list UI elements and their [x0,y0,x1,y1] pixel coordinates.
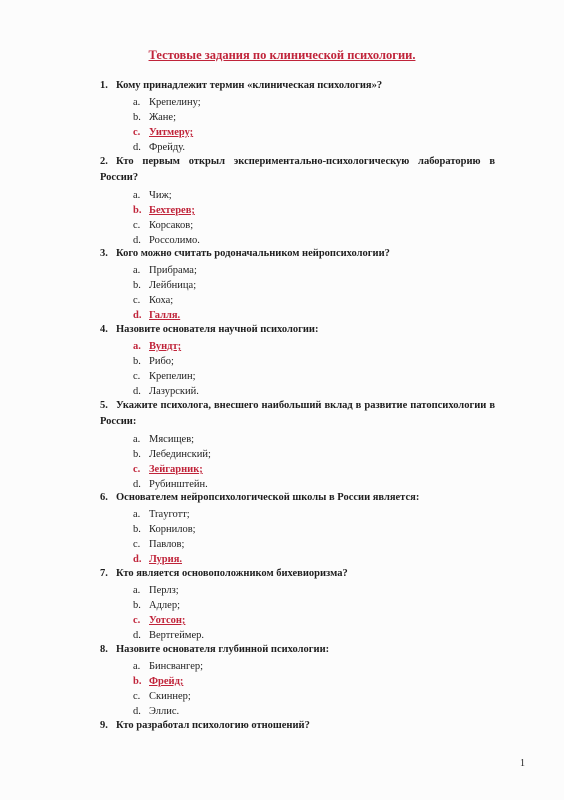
option-text: Бинсвангер; [149,661,204,672]
question-text: Назовите основателя научной психологии: [116,324,319,335]
question-number: 9. [100,720,108,731]
question-number: 4. [100,324,108,335]
option-text: Мясищев; [149,434,195,445]
answer-option [133,95,201,110]
answer-option [133,598,180,613]
option-text: Зейгарник; [149,464,203,475]
option-text: Рибо; [149,356,174,367]
option-letter: c. [133,371,141,382]
option-letter: b. [133,112,141,123]
option-text: Лурия. [149,554,183,565]
question-text: Основателем нейропсихологической школы в России является: [116,492,420,503]
option-text: Чиж; [149,190,172,201]
option-text: Корнилов; [149,524,196,535]
option-letter: d. [133,706,141,717]
option-text: Лебединский; [149,449,211,460]
question [100,154,495,186]
answer-option [133,628,204,643]
answer-option [133,188,172,203]
question-text: Укажите психолога, внесшего наибольший вклад в развитие патопсихологии в России: [100,400,495,427]
answer-option [133,384,199,399]
option-text: Крепелину; [149,97,201,108]
option-letter: d. [133,386,141,397]
answer-option-correct [133,462,203,477]
answer-option-correct [133,674,183,689]
option-text: Прибрама; [149,265,197,276]
option-letter: b. [133,356,141,367]
question [100,718,495,734]
option-text: Галля. [149,310,181,321]
question-text: Кто является основоположником бихевиоризма? [116,568,348,579]
option-letter: d. [133,235,141,246]
question-text: Назовите основателя глубинной психологии: [116,644,330,655]
option-text: Павлов; [149,539,185,550]
answer-option [133,522,196,537]
answer-option [133,507,190,522]
answer-option [133,583,179,598]
answer-option [133,110,176,125]
option-letter: c. [133,295,141,306]
question [100,246,495,262]
option-text: Скиннер; [149,691,191,702]
option-letter: a. [133,585,141,596]
option-letter: d. [133,554,142,565]
option-letter: c. [133,691,141,702]
option-letter: b. [133,449,141,460]
answer-option [133,369,196,384]
option-text: Перлз; [149,585,179,596]
answer-option [133,447,211,462]
option-letter: c. [133,464,141,475]
option-text: Жане; [149,112,177,123]
answer-option [133,140,185,155]
page-title: Тестовые задания по клинической психологии. [148,48,416,62]
answer-option [133,278,196,293]
question-number: 2. [100,156,108,167]
option-text: Бехтерев; [149,205,195,216]
option-text: Корсаков; [149,220,194,231]
question-text: Кому принадлежит термин «клиническая психология»? [116,80,383,91]
option-text: Адлер; [149,600,180,611]
question-number: 1. [100,80,108,91]
option-text: Вундт; [149,341,182,352]
option-letter: c. [133,127,141,138]
option-letter: a. [133,265,141,276]
question-number: 8. [100,644,108,655]
option-text: Эллис. [149,706,180,717]
question [100,78,495,94]
option-letter: a. [133,509,141,520]
answer-option-correct [133,339,181,354]
question-text: Кого можно считать родоначальником нейропсихологии? [116,248,390,259]
question [100,642,495,658]
answer-option [133,537,184,552]
answer-option [133,218,193,233]
question-number: 3. [100,248,108,259]
question [100,322,495,338]
option-text: Россолимо. [149,235,200,246]
option-letter: a. [133,97,141,108]
option-text: Уотсон; [149,615,186,626]
option-letter: c. [133,220,141,231]
answer-option-correct [133,308,180,323]
option-letter: d. [133,479,141,490]
page-number: 1 [520,758,525,769]
option-text: Вертгеймер. [149,630,204,641]
option-text: Коха; [149,295,174,306]
question-text: Кто разработал психологию отношений? [116,720,310,731]
question-number: 5. [100,400,108,411]
option-letter: b. [133,205,142,216]
answer-option-correct [133,613,185,628]
option-text: Фрейд; [149,676,184,687]
answer-option [133,689,191,704]
option-letter: d. [133,310,142,321]
answer-option [133,704,179,719]
option-letter: a. [133,341,141,352]
option-letter: a. [133,661,141,672]
option-text: Уитмеру; [149,127,194,138]
option-letter: a. [133,434,141,445]
question-number: 6. [100,492,108,503]
option-letter: b. [133,600,141,611]
option-letter: a. [133,190,141,201]
option-letter: d. [133,142,141,153]
option-text: Лазурский. [149,386,199,397]
answer-option [133,659,203,674]
answer-option-correct [133,552,182,567]
question-text: Кто первым открыл экспериментально-психологическую лабораторию в России? [100,156,495,183]
answer-option-correct [133,125,193,140]
option-letter: c. [133,539,141,550]
question-number: 7. [100,568,108,579]
option-letter: d. [133,630,141,641]
option-letter: c. [133,615,141,626]
option-letter: b. [133,524,141,535]
option-text: Фрейду. [149,142,185,153]
answer-option [133,293,173,308]
option-text: Лейбница; [149,280,197,291]
option-text: Крепелин; [149,371,196,382]
option-text: Рубинштейн. [149,479,208,490]
answer-option [133,263,197,278]
option-text: Traуготт; [149,509,190,520]
question [100,490,495,506]
question [100,566,495,582]
answer-option [133,354,174,369]
option-letter: b. [133,280,141,291]
answer-option-correct [133,203,195,218]
option-letter: b. [133,676,142,687]
question [100,398,495,430]
answer-option [133,432,194,447]
